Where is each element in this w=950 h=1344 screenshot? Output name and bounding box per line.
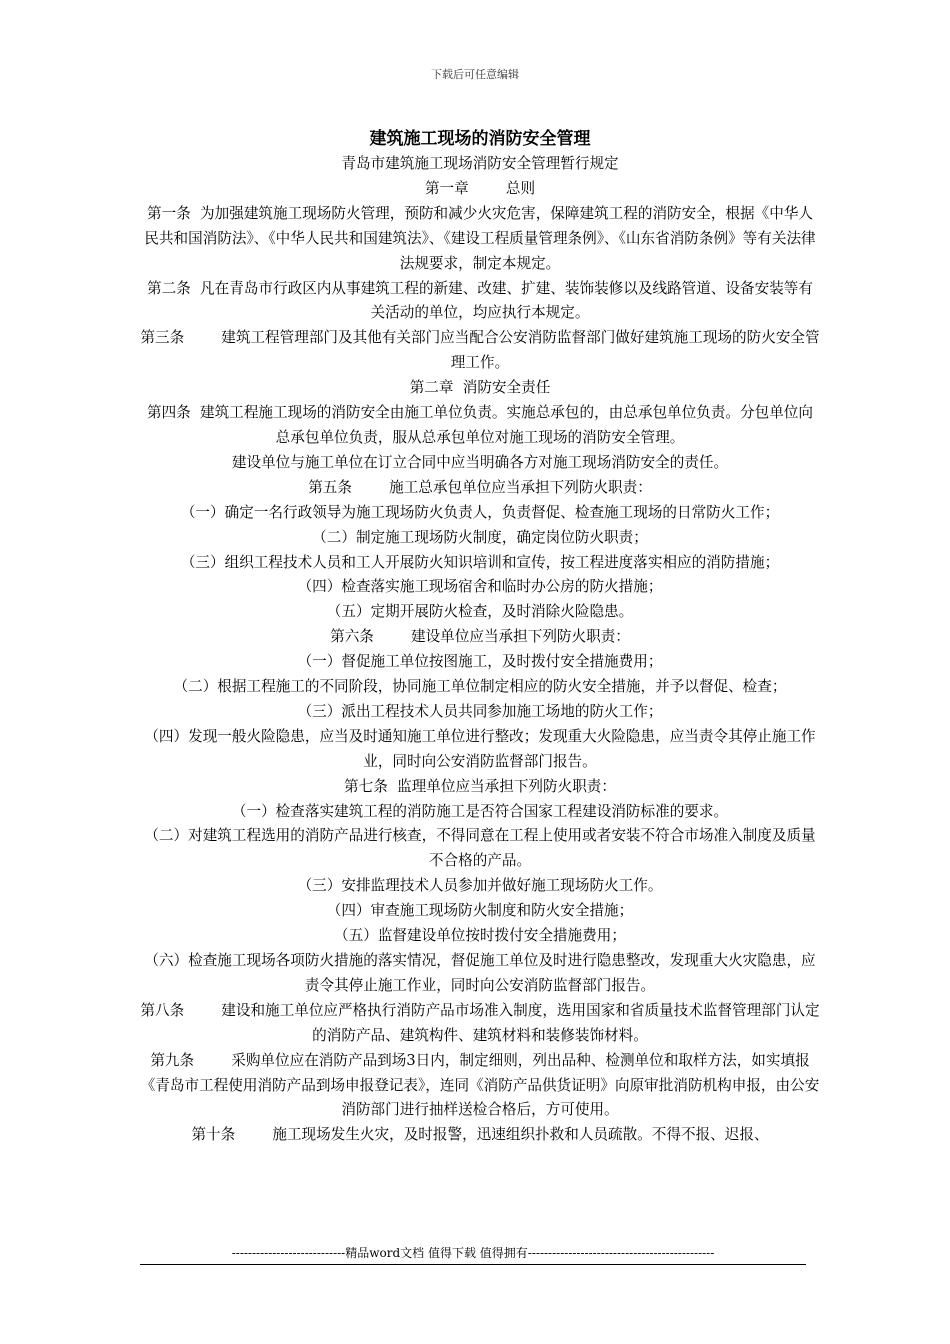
- article-paragraph: 第二条 凡在青岛市行政区内从事建筑工程的新建、改建、扩建、装饰装修以及线路管道、设备安装等有关活动的单位，均应执行本规定。: [146, 279, 813, 322]
- list-item: （四）发现一般火险隐患，应当及时通知施工单位进行整改；发现重大火险隐患，应当责令其停止施工作业，同时向公安消防监督部门报告。: [144, 727, 816, 770]
- header-note: 下载后可任意编辑: [431, 68, 519, 81]
- list-item: （一）检查落实建筑工程的消防施工是否符合国家工程建设消防标准的要求。: [231, 802, 729, 820]
- document-title: 建筑施工现场的消防安全管理: [369, 129, 591, 149]
- list-item: （二）对建筑工程选用的消防产品进行核查，不得同意在工程上使用或者安装不符合市场准入制度及质量不合格的产品。: [144, 827, 816, 870]
- article-paragraph: 第五条 施工总承包单位应当承担下列防火职责：: [308, 478, 652, 496]
- list-item: （三）派出工程技术人员共同参加施工场地的防火工作；: [297, 702, 663, 720]
- list-item: （三）组织工程技术人员和工人开展防火知识培训和宣传，按工程进度落实相应的消防措施；: [180, 553, 780, 571]
- list-item: （四）审查施工现场防火制度和防火安全措施；: [326, 902, 634, 920]
- list-item: （一）督促施工单位按图施工，及时拨付安全措施费用；: [297, 653, 663, 671]
- article-paragraph: 建设单位与施工单位在订立合同中应当明确各方对施工现场消防安全的责任。: [231, 453, 729, 471]
- article-paragraph: 第四条 建筑工程施工现场的消防安全由施工单位负责。实施总承包的，由总承包单位负责。分包单位向总承包单位负责，服从总承包单位对施工现场的消防安全管理。: [146, 404, 813, 446]
- article-paragraph: 第十条 施工现场发生火灾，及时报警，迅速组织扑救和人员疏散。不得不报、迟报、: [191, 1126, 769, 1144]
- article-paragraph: 第一条 为加强建筑施工现场防火管理，预防和减少火灾危害，保障建筑工程的消防安全，根据《中华人民共和国消防法》、《中华人民共和国建筑法》、《建设工程质量管理条例》、《山东省消防条例》等有关法律法规要求，制定本规定。: [144, 204, 816, 272]
- chapter-heading: 第二章 消防安全责任: [409, 379, 551, 397]
- list-item: （四）检查落实施工现场宿舍和临时办公房的防火措施；: [297, 578, 663, 596]
- list-item: （六）检查施工现场各项防火措施的落实情况，督促施工单位及时进行隐患整改，发现重大火灾隐患，应责令其停止施工作业，同时向公安消防监督部门报告。: [144, 952, 816, 994]
- list-item: （二）根据工程施工的不同阶段，协同施工单位制定相应的防火安全措施，并予以督促、检查；: [173, 678, 787, 696]
- article-paragraph: 第六条 建设单位应当承担下列防火职责：: [330, 628, 630, 646]
- article-paragraph: 第七条 监理单位应当承担下列防火职责：: [344, 777, 616, 795]
- chapter-heading: 第一章 总则: [424, 179, 536, 197]
- list-item: （五）监督建设单位按时拨付安全措施费用；: [334, 927, 626, 945]
- list-item: （五）定期开展防火检查，及时消除火险隐患。: [326, 603, 634, 621]
- document-body: [140, 126, 820, 1148]
- footer-banner: ----------------------------精品word文档 值得下载 值得拥有----------------------------------------------: [140, 1244, 806, 1265]
- article-paragraph: 第八条 建设和施工单位应严格执行消防产品市场准入制度，选用国家和省质量技术监督管理部门认定的消防产品、建筑构件、建筑材料和装修装饰材料。: [140, 1001, 820, 1044]
- subtitle: 青岛市建筑施工现场消防安全管理暂行规定: [341, 155, 619, 172]
- list-item: （三）安排监理技术人员参加并做好施工现场防火工作。: [297, 877, 663, 895]
- article-paragraph: 第九条 采购单位应在消防产品到场3日内，制定细则，列出品种、检测单位和取样方法，如实填报《青岛市工程使用消防产品到场申报登记表》，连同《消防产品供货证明》向原审批消防机构申报，由公安消防部门进行抽样送检合格后，方可使用。: [140, 1051, 820, 1119]
- list-item: （二）制定施工现场防火制度，确定岗位防火职责；: [312, 528, 648, 546]
- list-item: （一）确定一名行政领导为施工现场防火负责人，负责督促、检查施工现场的日常防火工作；: [180, 503, 780, 521]
- article-paragraph: 第三条 建筑工程管理部门及其他有关部门应当配合公安消防监督部门做好建筑施工现场的防火安全管理工作。: [140, 329, 820, 372]
